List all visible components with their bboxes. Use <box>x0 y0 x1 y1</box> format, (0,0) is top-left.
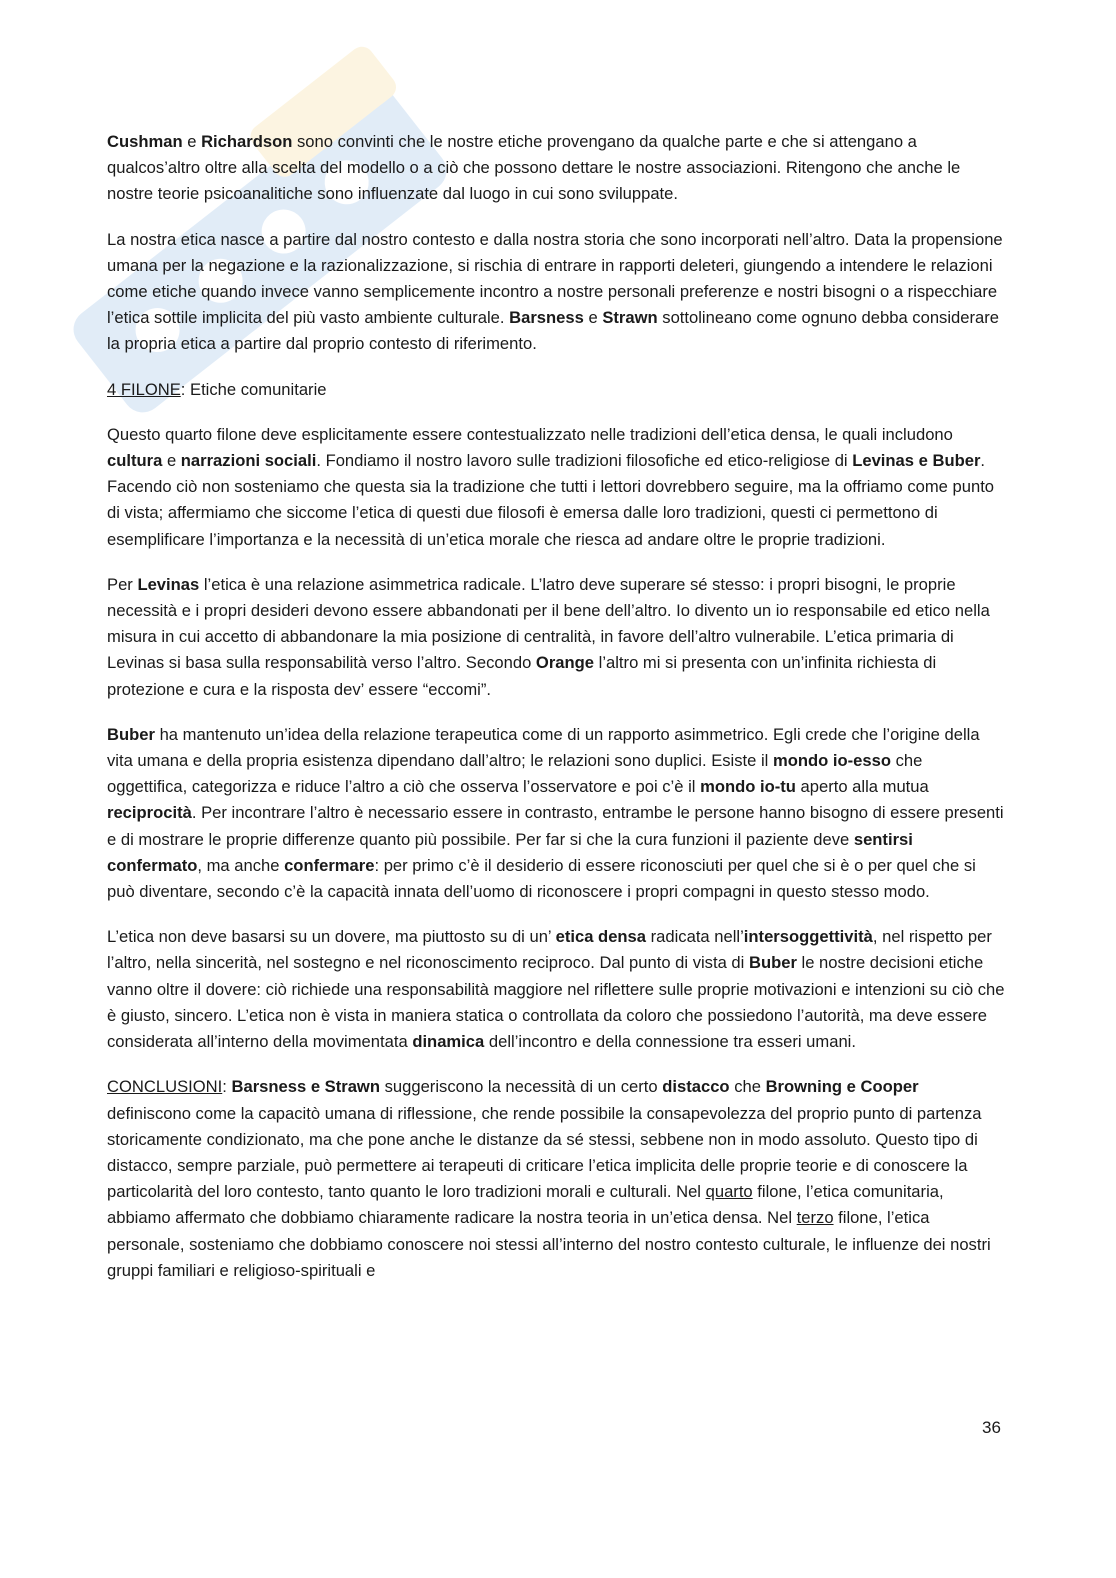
text-run: filone, l’etica comunitaria, abbiamo affermato che dobbiamo chiaramente radicare la nostra teoria in un’etica densa. Nel <box>107 1182 944 1228</box>
text-run: : Etiche comunitarie <box>180 379 327 399</box>
paragraph-buber <box>107 722 1007 905</box>
bold-term: Barsness <box>509 308 584 328</box>
bold-term: mondo io-esso <box>772 751 891 771</box>
bold-term: dinamica <box>412 1032 485 1052</box>
text-run: , ma anche <box>197 855 285 875</box>
section-heading-4-filone <box>107 377 1007 403</box>
text-run: Questo quarto filone deve esplicitamente essere contestualizzato nelle tradizioni dell’etica densa, le quali includono <box>107 424 953 444</box>
text-run: , nel rispetto per l’altro, nella sincerità, nel sostegno e nel riconoscimento reciproco. Dal punto di vista di <box>107 927 992 973</box>
text-run: e <box>162 451 181 471</box>
bold-term: intersoggettività <box>743 927 873 947</box>
bold-term: reciprocità <box>107 803 192 823</box>
bold-term: mondo io-tu <box>700 777 796 797</box>
text-run: : <box>222 1077 232 1097</box>
text-run: filone, l’etica personale, sosteniamo che dobbiamo conoscere noi stessi all’interno del nostro contesto culturale, le influenze dei nostri gruppi familiari e religioso-spirituali e <box>107 1208 991 1280</box>
text-run: Per <box>107 574 138 594</box>
bold-term: etica densa <box>555 927 647 947</box>
text-run: La nostra etica nasce a partire dal nostro contesto e dalla nostra storia che sono incorporati nell’altro. Data la propensione umana per la negazione e la razionalizzazione, si rischia di entrare in rapporti deleteri, giungendo a intendere le relazioni come etiche quando invece vanno semplicemente incontro a nostre personali preferenze e nostri bisogni o a rispecchiare l’etica sottile implicita del più vasto ambiente culturale. <box>107 229 1003 328</box>
paragraph-cushman-richardson <box>107 129 1007 208</box>
bold-term: Buber <box>748 953 797 973</box>
paragraph-conclusioni <box>107 1074 1007 1284</box>
paragraph-contesto <box>107 227 1007 358</box>
bold-term: distacco <box>662 1077 730 1097</box>
bold-term: Strawn <box>602 308 658 328</box>
text-run: che <box>729 1077 766 1097</box>
bold-term: cultura <box>107 451 163 471</box>
bold-term: Cushman <box>107 132 183 151</box>
paragraph-etica-densa <box>107 924 1007 1055</box>
text-run: ha mantenuto un’idea della relazione terapeutica come di un rapporto asimmetrico. Egli crede che l’origine della vita umana e della propria esistenza dipendano dall’altro; le relazioni sono duplici. Esiste il <box>107 724 980 771</box>
bold-term: Levinas <box>137 574 200 594</box>
text-run: . Facendo ciò non sosteniamo che questa sia la tradizione che tutti i lettori dovrebbero seguire, ma la offriamo come punto di vista; affermiamo che siccome l’etica di questi due filosofi è emersa dalle loro tradizioni, questi ci permettono di esemplificare l’importanza e la necessità di un’etica morale che riesca ad andare oltre le proprie tradizioni. <box>107 451 995 549</box>
underlined-term: 4 FILONE <box>107 379 181 399</box>
text-run: sottolineano come ognuno debba considerare la propria etica a partire dal proprio contesto di riferimento. <box>107 308 999 354</box>
underlined-term: terzo <box>796 1208 834 1228</box>
text-run: aperto alla mutua <box>795 777 929 797</box>
page-number: 36 <box>982 1418 1001 1437</box>
text-run: e <box>583 308 603 328</box>
text-run: radicata nell’ <box>646 927 744 947</box>
text-run: dell’incontro e della connessione tra esseri umani. <box>484 1032 856 1052</box>
bold-term: Browning e Cooper <box>765 1077 919 1097</box>
text-run: : per primo c’è il desiderio di essere riconosciuti per quel che si è o per quel che si può diventare, secondo c’è la capacità innata dell’uomo di riconoscere i propri compagni in questo stesso modo. <box>107 855 976 902</box>
bold-term: Barsness e Strawn <box>231 1077 380 1097</box>
document-page <box>107 129 1007 1303</box>
text-run: definiscono come la capacitò umana di riflessione, che rende possibile la consapevolezza del proprio punto di partenza storicamente condizionato, ma che pone anche le distanze da sé stessi, sebbene non in modo assoluto. Questo tipo di distacco, sempre parziale, può permettere ai terapeuti di criticare l’etica implicita delle proprie teorie e di conoscere la particolarità del loro contesto, tanto quanto le loro tradizioni morali e culturali. Nel <box>107 1103 982 1202</box>
text-run: . Per incontrare l’altro è necessario essere in contrasto, entrambe le persone hanno bisogno di essere presenti e di mostrare le proprie differenze quanto più possibile. Per far si che la cura funzioni il paziente deve <box>107 803 1004 849</box>
underlined-term: CONCLUSIONI <box>107 1077 223 1097</box>
text-run: l’altro mi si presenta con un’infinita richiesta di protezione e cura e la risposta dev’ essere “eccomi”. <box>107 653 937 699</box>
bold-term: confermare <box>284 855 375 875</box>
text-run: suggeriscono la necessità di un certo <box>379 1077 663 1097</box>
text-run: le nostre decisioni etiche vanno oltre il dovere: ciò richiede una responsabilità maggiore nel riflettere sulle proprie motivazioni e intenzioni su ciò che è giusto, sincero. L’etica non è vista in maniera statica o controllata da coloro che possiedono l’autorità, ma deve essere considerata all’interno della movimentata <box>107 953 1005 1052</box>
text-run: . Fondiamo il nostro lavoro sulle tradizioni filosofiche ed etico-religiose di <box>316 451 853 471</box>
text-run: l’etica è una relazione asimmetrica radicale. L’latro deve superare sé stesso: i propri bisogni, le proprie necessità e i propri desideri devono essere abbandonati per il bene dell’altro. Io divento un io responsabile ed etico nella misura in cui accetto di abbandonare la mia posizione di centralità, in favore dell’altro vulnerabile. L’etica primaria di Levinas si basa sulla responsabilità verso l’altro. Secondo <box>107 574 990 673</box>
text-run: L’etica non deve basarsi su un dovere, ma piuttosto su di un’ <box>107 927 556 947</box>
bold-term: Richardson <box>201 132 293 151</box>
text-run: sono convinti che le nostre etiche provengano da qualche parte e che si attengano a qualcos’altro oltre alla scelta del modello o a ciò che possono dettare le nostre associazioni. Ritengono che anche le nostre teorie psicoanalitiche sono influenzate dal luogo in cui sono sviluppate. <box>107 132 961 204</box>
text-run: che oggettifica, categorizza e riduce l’altro a ciò che osserva l’osservatore e poi c’è il <box>107 751 923 797</box>
bold-term: sentirsi confermato <box>107 829 913 875</box>
underlined-term: quarto <box>705 1182 753 1202</box>
bold-term: Levinas e Buber <box>852 451 981 471</box>
bold-term: narrazioni sociali <box>180 451 317 471</box>
paragraph-quarto-filone <box>107 422 1007 553</box>
bold-term: Buber <box>107 724 155 744</box>
bold-term: Orange <box>535 653 595 673</box>
text-run: e <box>182 132 202 151</box>
paragraph-levinas <box>107 572 1007 703</box>
